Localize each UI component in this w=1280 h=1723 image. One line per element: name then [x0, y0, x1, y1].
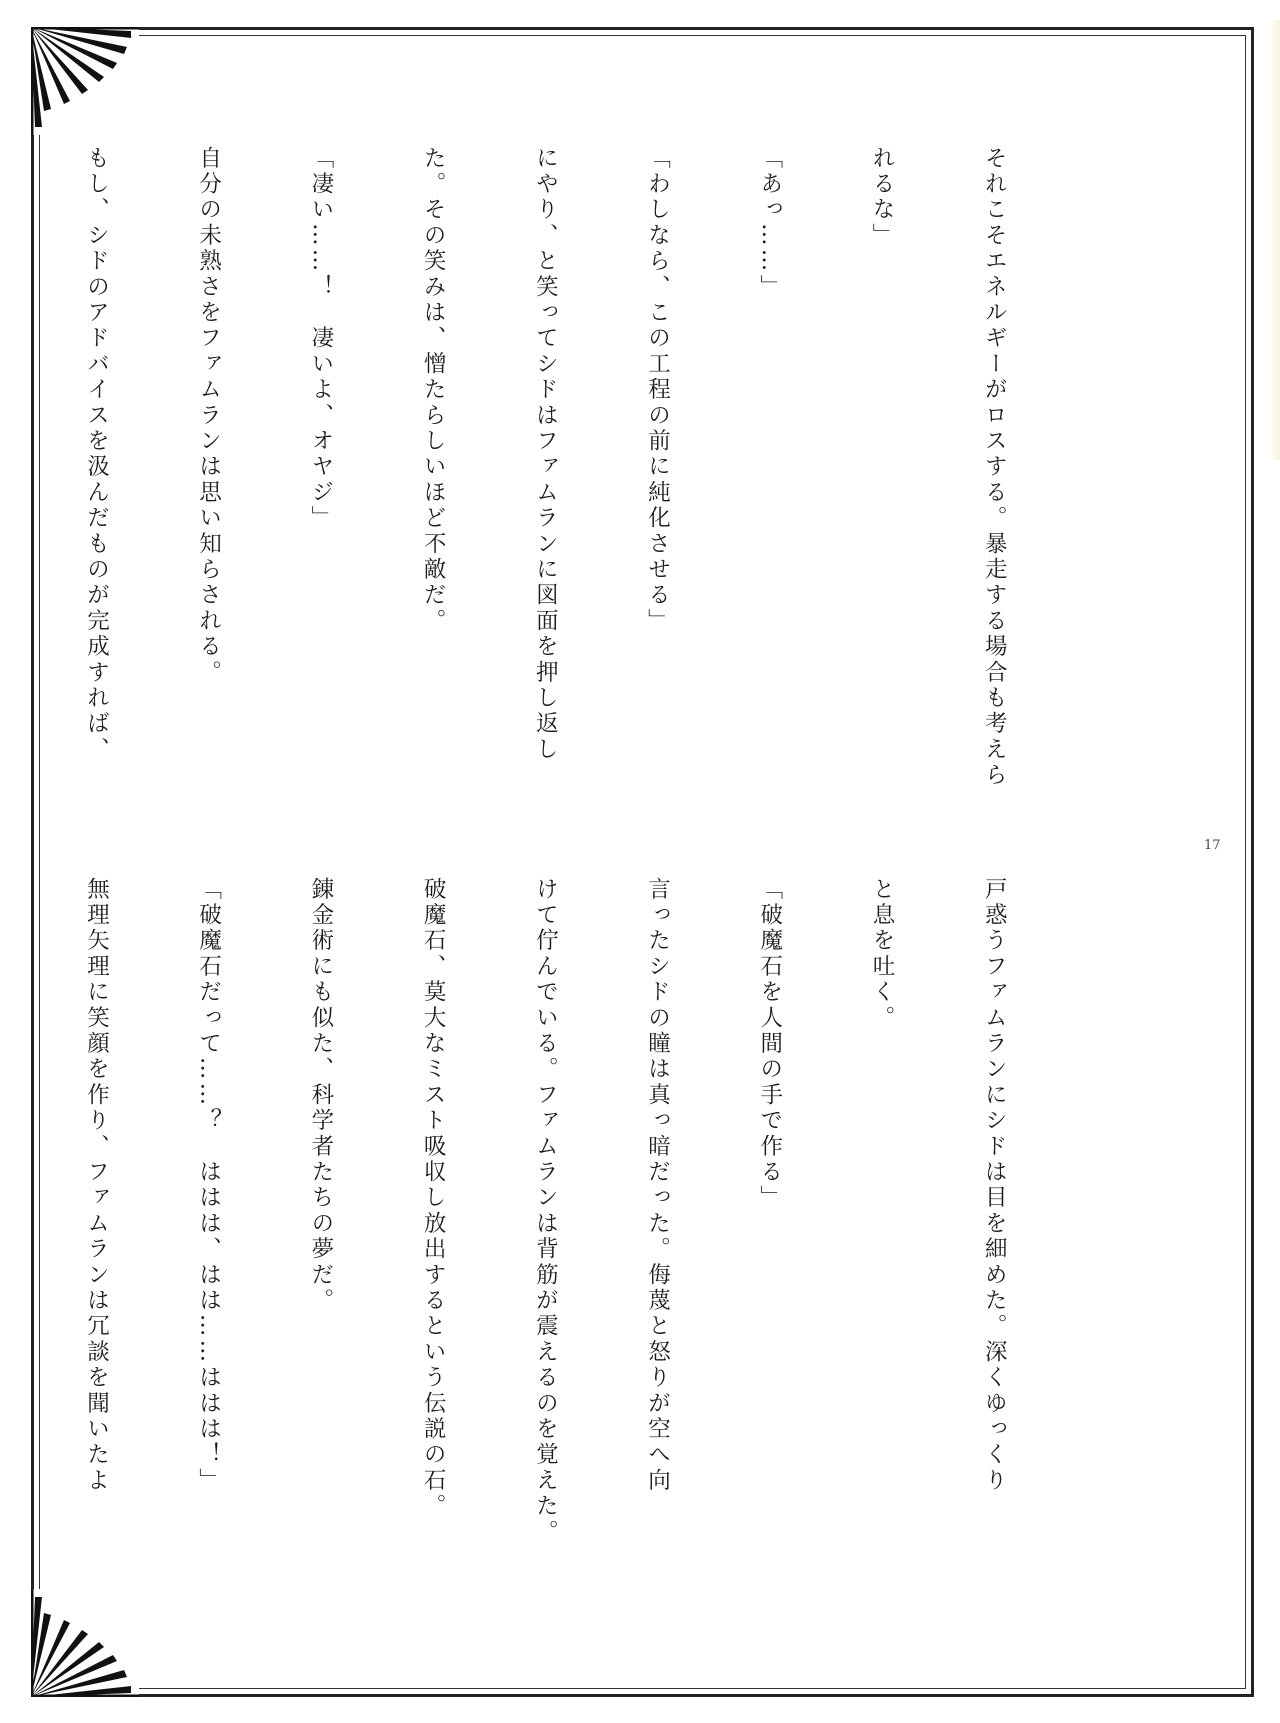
text-line: にやり、と笑ってシドはファムランに図面を押し返し	[532, 146, 559, 763]
upper-text-column	[83, 146, 1087, 789]
text-line: 自分の未熟さをファムランは思い知らされる。	[195, 146, 222, 686]
text-line: 「わしなら、この工程の前に純化させる」	[644, 146, 671, 635]
text-line: 錬金術にも似た、科学者たちの夢だ。	[307, 877, 334, 1314]
text-line: 「破魔石を人間の手で作る」	[756, 877, 783, 1212]
text-line: 「凄い……！ 凄いよ、オヤジ」	[307, 146, 334, 532]
text-line	[0, 146, 2, 766]
page-edge-shading	[1272, 20, 1280, 460]
text-line: 破魔石、莫大なミスト吸収し放出するという伝説の石。	[420, 877, 447, 1520]
text-line: れるな」	[868, 146, 895, 249]
text-line: もし、シドのアドバイスを汲んだものが完成すれば、	[83, 146, 110, 763]
text-line	[0, 877, 2, 1517]
text-line: た。その笑みは、憎たらしいほど不敵だ。	[420, 146, 447, 635]
lower-text-column	[83, 877, 1087, 1546]
text-line: それこそエネルギーがロスする。暴走する場合も考えら	[981, 146, 1008, 789]
text-line: 「破魔石だって……？ ははは、はは……ははは！」	[195, 877, 222, 1494]
text-line: けて佇んでいる。ファムランは背筋が震えるのを覚えた。	[532, 877, 559, 1546]
text-line: と息を吐く。	[868, 877, 895, 1032]
sunburst-corner-ornament-top	[31, 27, 139, 135]
text-line: 言ったシドの瞳は真っ暗だった。侮蔑と怒りが空へ向	[644, 877, 671, 1494]
text-line: 戸惑うファムランにシドは目を細めた。深くゆっくり	[981, 877, 1008, 1494]
page-number: 17	[1204, 838, 1221, 853]
sunburst-corner-ornament-bottom	[31, 1589, 139, 1697]
text-line: 「あっ……」	[756, 146, 783, 301]
text-line: 無理矢理に笑顔を作り、ファムランは冗談を聞いたよ	[83, 877, 110, 1494]
